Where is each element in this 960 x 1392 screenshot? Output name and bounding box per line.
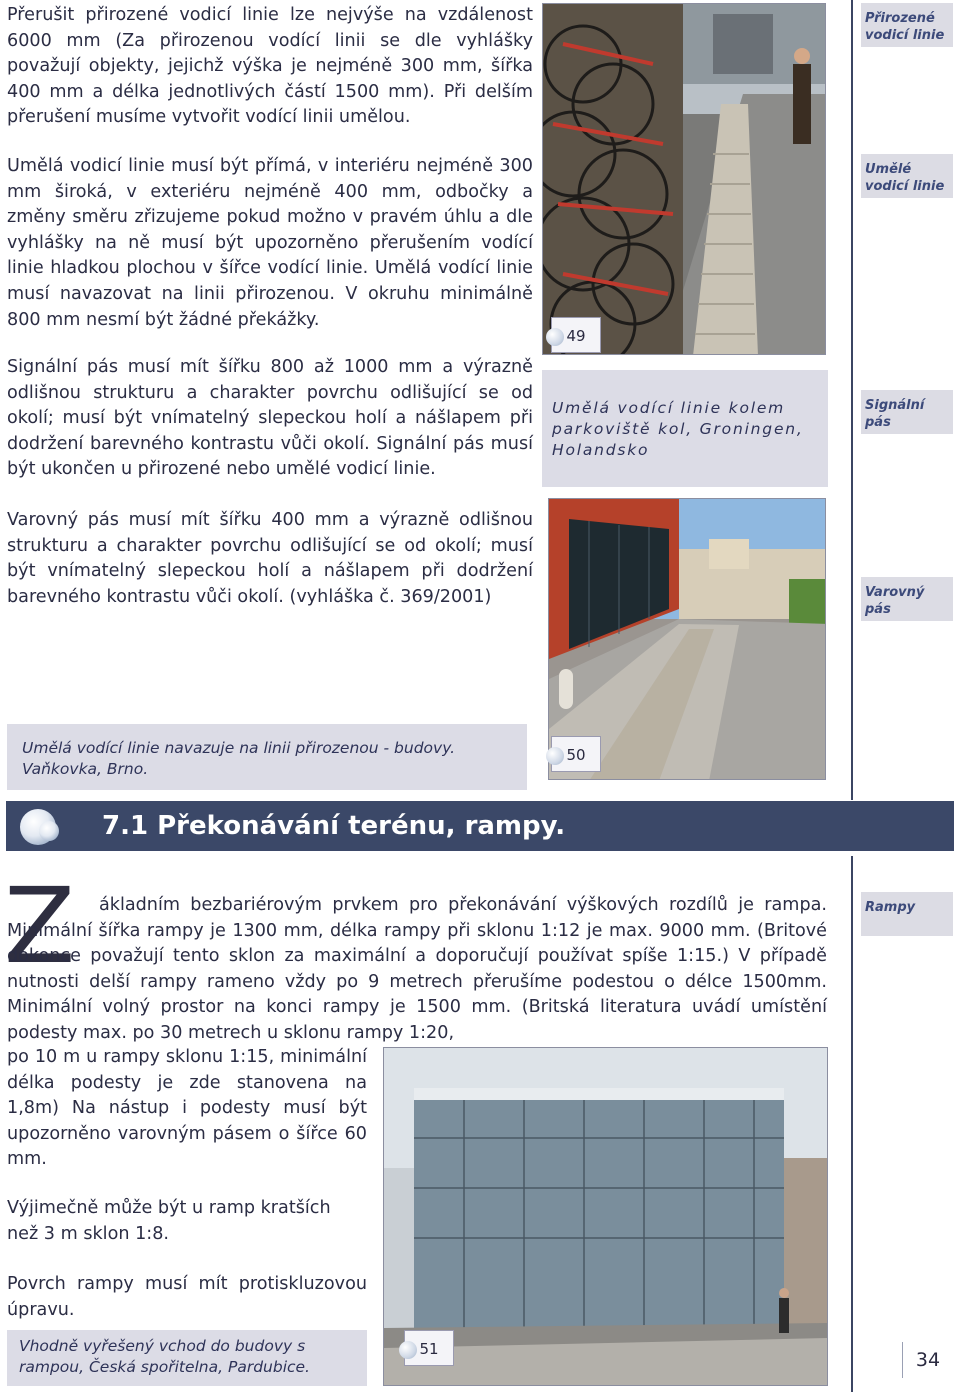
bubble-icon: [546, 328, 564, 346]
photo-bicycle-parking: [542, 3, 826, 355]
paragraph-natural-lines: Přerušit přirozené vodicí linie lze nejvýše na vzdálenost 6000 mm (Za přirozenou vodící linii se dle vyhlášky považují objekty, jejichž výška je nejméně 300 mm, šířka 400 mm a délka jednotlivých částí 1500 mm). Při delším přerušení musíme vytvořit vodící linii umělou.: [7, 5, 533, 128]
sidebar-label-signal: Signální pás: [861, 390, 953, 434]
bicycle-parking-image: [543, 4, 826, 355]
sidebar-label-artificial: Umělé vodicí linie: [861, 154, 953, 198]
sidebar-label-natural: Přirozené vodicí linie: [861, 3, 953, 47]
caption-figure-49: Umělá vodící linie kolem parkoviště kol, Groningen, Holandsko: [542, 370, 828, 487]
paragraph-ramp-surface: Povrch rampy musí mít protiskluzovou úpravu.: [7, 1274, 367, 1320]
paragraph-artificial-lines: Umělá vodicí linie musí být přímá, v interiéru nejméně 300 mm široká, v exteriéru nejméně 400 mm, odbočky a změny směru zřizujeme pokud možno v pravém úhlu a dle vyhlášky na ně musí být upozorněno přerušením vodící linie hladkou plochou v šířce vodící linie. Umělá vodící linie musí navazovat na linii přirozenou. V okruhu minimálně 800 mm nesmí být žádné překážky.: [7, 156, 533, 330]
sphere-icon: [39, 821, 59, 841]
page-number: 34: [902, 1342, 953, 1378]
sidebar-label-ramps: Rampy: [861, 892, 953, 936]
section-title: 7.1 Překonávání terénu, rampy.: [102, 811, 566, 841]
figure-number-51: [404, 1330, 454, 1366]
caption-figure-51: Vhodně vyřešený vchod do budovy s rampou, Česká spořitelna, Pardubice.: [7, 1330, 367, 1386]
figure-number-50-text: 50: [566, 746, 586, 764]
sidebar-label-warning: Varovný pás: [861, 577, 953, 621]
paragraph-ramp-continued: po 10 m u rampy sklonu 1:15, minimální délka podesty je zde stanovena na 1,8m) Na nástup i podesty musí být upozorněno varovným pásem o šířce 60 mm.: [7, 1047, 367, 1170]
caption-figure-50: Umělá vodící linie navazuje na linii přirozenou - budovy. Vaňkovka, Brno.: [7, 724, 527, 790]
figure-number-50: [551, 736, 601, 772]
bubble-icon: [546, 747, 564, 765]
paragraph-ramp-intro: ákladním bezbariérovým prvkem pro překonávání výškových rozdílů je rampa. Minimální šířka rampy je 1300 mm, délka rampy při sklonu 1:12 je max. 9000 mm. (Britové dokonce považují tento sklon za maximální a doporučují používat spíše 1:15.) V případě nutnosti delší rampy rameno vždy po 9 metrech přerušíme podestou o délce 1500mm. Minimální volný prostor na konci rampy je 1500 mm. (Britská literatura uvádí umístění podesty max. po 30 metrech u sklonu rampy 1:20,: [7, 895, 827, 1043]
drop-cap: Z: [4, 865, 76, 987]
paragraph-signal-strip: Signální pás musí mít šířku 800 až 1000 mm a výrazně odlišnou strukturu a charakter povrchu odlišující se od okolí; musí být vnímatelný slepeckou holí a nášlapem při dodržení barevného kontrastu vůči okolí. Signální pás musí být ukončen u přirozené nebo umělé vodicí linie.: [7, 357, 533, 480]
bubble-icon: [399, 1341, 417, 1359]
section-banner: [6, 801, 954, 851]
column-divider: [851, 856, 853, 1392]
figure-number-49: [551, 317, 601, 353]
figure-number-49-text: 49: [566, 327, 586, 345]
figure-number-51-text: 51: [419, 1340, 439, 1358]
paragraph-ramp-short: Výjimečně může být u ramp kratších než 3 m sklon 1:8.: [7, 1198, 331, 1244]
column-divider: [851, 0, 853, 800]
paragraph-warning-strip: Varovný pás musí mít šířku 400 mm a výrazně odlišnou strukturu a charakter povrchu odlišující se od okolí; musí být vnímatelný slepeckou holí a nášlapem při dodržení barevného kontrastu vůči okolí. (vyhláška č. 369/2001): [7, 510, 533, 607]
